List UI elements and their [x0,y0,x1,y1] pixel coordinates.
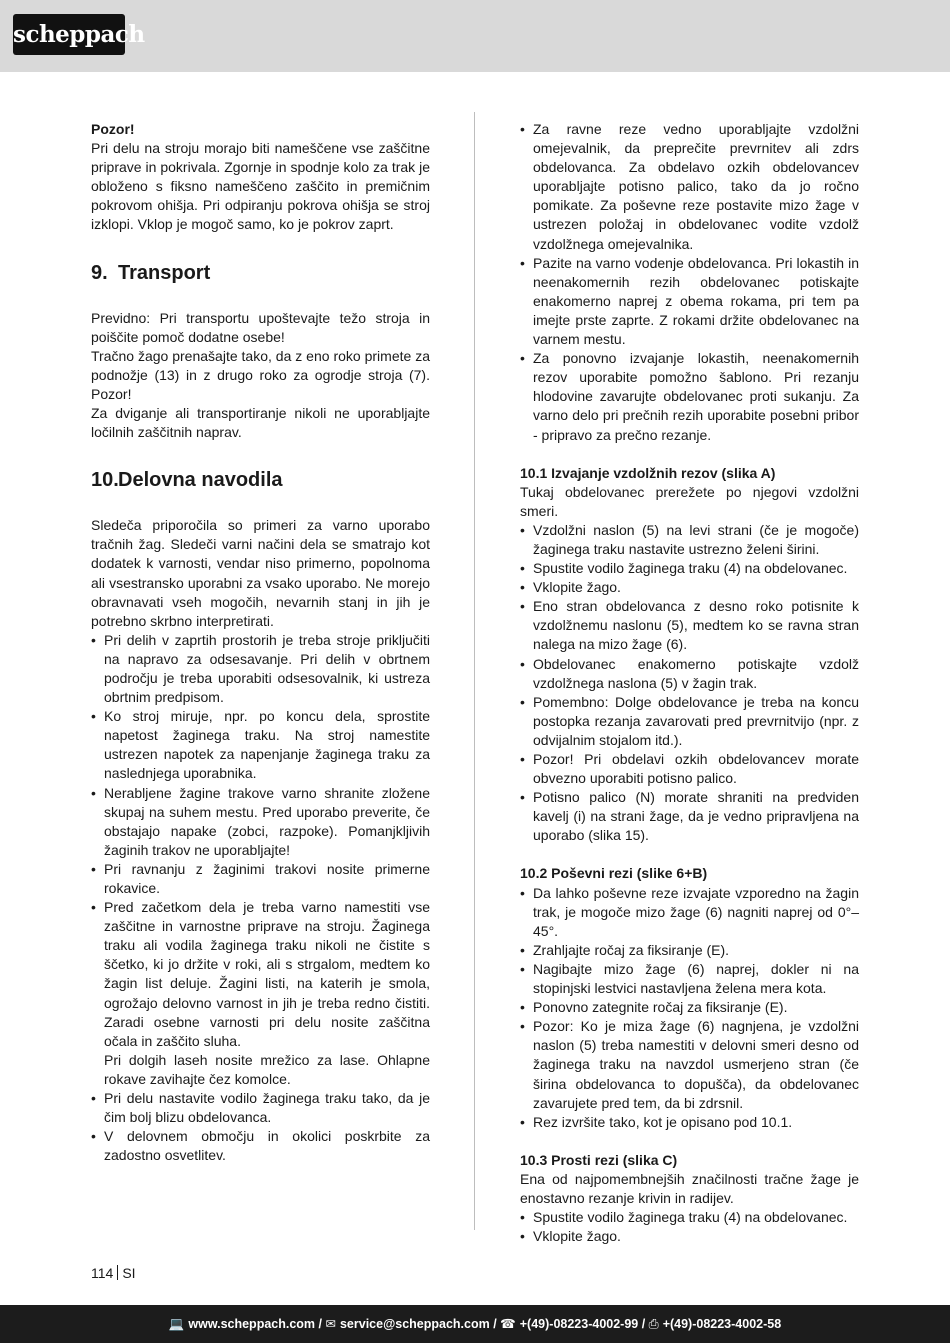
fax-number: +(49)-08223-4002-58 [662,1317,782,1331]
column-divider [474,112,475,1230]
list-item: • Rez izvršite tako, kot je opisano pod 10.1. [520,1113,859,1132]
list-item: • Za ponovno izvajanje lokastih, neenakomernih rezov uporabite pomožno šablono. Pri rezanju hlodovine zavarujte obdelovanec proti sukanju. Za varno delo pri prečnih rezih uporabite posebni pribor - pripravo za prečno rezanje. [520,349,859,444]
list-item: • Pri delih v zaprtih prostorih je treba stroje priključiti na napravo za odsesavanje. Pri delih v obrtnem področju je treba uporabiti odsesovalnik, ki ustreza obrtnim predpisom. [91,631,430,707]
right-column [520,120,859,1246]
section-10-heading [91,468,430,492]
page-separator [117,1265,118,1280]
list-item: • Eno stran obdelovanca z desno roko potisnite k vzdolžnemu naslonu (5), medtem ko se ravna stran nalega na mizo žage (6). [520,597,859,654]
list-item-with-note [91,898,430,1089]
header-band [0,0,950,72]
email-link[interactable]: service@scheppach.com / [339,1317,497,1331]
left-column [91,120,430,1165]
list-item: • Pozor: Ko je miza žage (6) nagnjena, je vzdolžni naslon (5) treba namestiti v delovni smeri desno od žaginega traku na navzdol usmerjeno stran (če širina obdelovanca to dopušča), da obdelovanec zavarujete pred tem, da bi zdrsnil. [520,1017,859,1112]
section-10-bullet-list [91,631,430,1166]
section-9-title: Transport [118,261,211,284]
language-code: SI [122,1265,136,1281]
list-item: • Spustite vodilo žaginega traku (4) na obdelovanec. [520,1208,859,1227]
list-item: • Pozor! Pri obdelavi ozkih obdelovancev morate obvezno uporabiti potisno palico. [520,750,859,788]
list-item: • Vklopite žago. [520,578,859,597]
list-item-text: Pred začetkom dela je treba varno namestiti vse zaščitne in varnostne priprave na stroju. Žaginega traku ali vodila žaginega traku nikoli ne čistite s ščetko, ki jo držite v roki, ali s strgalom, medtem ko žagin list deluje. Žagini listi, na katerih je smola, ogrožajo delovno varnost in jih je treba redno čistiti. Zaradi osebne varnosti pri delu nosite zaščitna očala in zaščito sluha. [104,899,430,1049]
section-10-2-title: 10.2 Poševni rezi (slike 6+B) [520,865,708,882]
list-item: • Pri ravnanju z žaginimi trakovi nosite primerne rokavice. [91,860,430,898]
list-item: • Nerabljene žagine trakove varno shranite zložene skupaj na suhem mestu. Pred uporabo preverite, če obstajajo napake (zobci, razpoke). Pomanjkljivih žaginih trakov ne uporabljajte! [91,784,430,860]
website-link[interactable]: www.scheppach.com / [188,1317,322,1331]
list-item: • Potisno palico (N) morate shraniti na predviden kavelj (i) na strani žage, da je vedno pripravljena na uporabo (slika 15). [520,788,859,845]
list-item: • Za ravne reze vedno uporabljajte vzdolžni omejevalnik, da preprečite prevrnitev ali zdrs obdelovanca. Za obdelavo ozkih obdelovancev uporabljajte potisno palico, tako da jo ročno pomikate. Za poševne reze postavite mizo žage v ustrezen položaj in obdelovanec vodite vzdolž vzdolžnega omejevalnika. [520,120,859,254]
list-item: • Ko stroj miruje, npr. po koncu dela, sprostite napetost žaginega traku. Na stroj namestite ustrezen napotek za napenjanje žaginega traku za naslednjega uporabnika. [91,707,430,783]
list-item: • Da lahko poševne reze izvajate vzporedno na žagin trak, je mogoče mizo žage (6) nagniti naprej od 0°–45°. [520,884,859,941]
section-10-1-bullet-list [520,521,859,846]
contact-footer-bar [0,1305,950,1343]
mail-icon: ✉ [325,1317,336,1331]
list-item: • Pomembno: Dolge obdelovance je treba na koncu postopka rezanja zavarovati pred prevrnitvijo (npr. z odvijalnim stojalom itd.). [520,693,859,750]
section-9-paragraph: Za dviganje ali transportiranje nikoli ne uporabljajte ločilnih zaščitnih naprav. [91,405,430,441]
section-10-number: 10. [91,469,119,492]
hair-note: Pri dolgih laseh nosite mrežico za lase. Ohlapne rokave zavihajte čez komolce. [104,1051,430,1087]
section-10-1-title: 10.1 Izvajanje vzdolžnih rezov (slika A) [520,464,776,481]
list-item: • Obdelovanec enakomerno potiskajte vzdolž vzdolžnega naslona (5) v žagin trak. [520,655,859,693]
list-item: • Pri delu nastavite vodilo žaginega traku tako, da je čim bolj blizu obdelovanca. [91,1089,430,1127]
warning-text: Pri delu na stroju morajo biti nameščene vse zaščitne priprave in pokrivala. Zgornje in spodnje kolo za trak je obloženo s fiksno nameščeno zaščito in premičnim pokrovom ohišja. Pri odpiranju pokrova ohišja se stroj izklopi. Vklop je mogoč samo, ko je pokrov zaprt. [91,140,430,233]
page-number: 114 [91,1265,114,1281]
section-10-2-bullet-list [520,884,859,1132]
section-9-number: 9. [91,261,108,284]
top-bullet-list [520,120,859,445]
brand-logo: scheppach [13,14,125,55]
section-9-paragraph: Previdno: Pri transportu upoštevajte težo stroja in poiščite pomoč dodatne osebe! [91,309,430,345]
section-10-intro: Sledeča priporočila so primeri za varno uporabo tračnih žag. Sledeči varni načini dela se smatrajo kot dodatek k varnosti, vendar niso primerno, popolnoma ali vsestransko uporabni za vsako uporabo. Ne morejo obravnavati vseh mogočih, nevarnih stanj in jih je potrebno skrbno interpretirati. [91,517,430,629]
section-10-3-title: 10.3 Prosti rezi (slika C) [520,1151,678,1168]
list-item: • V delovnem območju in okolici poskrbite za zadostno osvetlitev. [91,1127,430,1165]
list-item: • Ponovno zategnite ročaj za fiksiranje (E). [520,998,859,1017]
phone-icon: ☎ [500,1317,516,1331]
list-item: • Zrahljajte ročaj za fiksiranje (E). [520,941,859,960]
fax-icon: ⎙ [648,1317,659,1331]
section-10-title: Delovna navodila [118,469,283,492]
list-item: • Vzdolžni naslon (5) na levi strani (če je mogoče) žaginega traku nastavite ustrezno želeni širini. [520,521,859,559]
section-10-1-intro: Tukaj obdelovanec prerežete po njegovi vzdolžni smeri. [520,483,859,519]
list-item: • Vklopite žago. [520,1227,859,1246]
section-9-heading [91,261,430,285]
computer-icon: 💻 [168,1317,185,1331]
section-10-3-intro: Ena od najpomembnejših značilnosti tračne žage je enostavno rezanje krivin in radijev. [520,1170,859,1206]
page-number-footer [91,1265,136,1281]
phone-number: +(49)-08223-4002-99 / [519,1317,646,1331]
section-9-paragraph: Tračno žago prenašajte tako, da z eno roko primete za podnožje (13) in z drugo roko za ogrodje stroja (7). Pozor! [91,347,430,402]
section-10-3-bullet-list [520,1208,859,1246]
warning-title: Pozor! [91,121,135,137]
list-item: • Spustite vodilo žaginega traku (4) na obdelovanec. [520,559,859,578]
list-item: • Nagibajte mizo žage (6) naprej, dokler ni na stopinjski lestvici nastavljena želena mera kota. [520,960,859,998]
list-item: • Pazite na varno vodenje obdelovanca. Pri lokastih in neenakomernih rezih obdelovanec potiskajte enakomerno naprej z obema rokama, pri tem pa imejte prste zaprte. Z rokami držite obdelovanec na varnem mestu. [520,254,859,349]
